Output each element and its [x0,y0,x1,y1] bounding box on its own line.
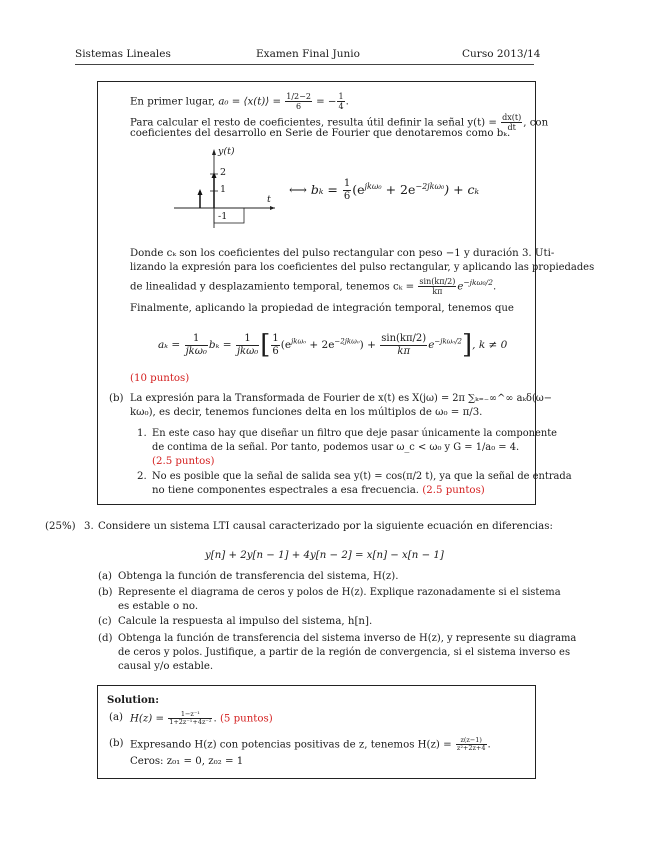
sol-a-p4: Finalmente, aplicando la propiedad de integración temporal, tenemos que [130,303,514,314]
frac-num: sin(kπ/2) [381,332,427,344]
q3-c-text: Calcule la respuesta al impulso del sistema, h[n]. [118,616,373,627]
sol-a-l1-pre: En primer lugar, [130,96,219,108]
solution-a-frac [168,711,212,726]
header-rule [75,64,534,65]
sol-a-l1-eq: a₀ = ⟨x(t)⟩ = [218,96,285,108]
sol-a-p3-exp-sup: −jkω₀/2 [463,278,493,287]
sol-b-i1-label: 1. [137,428,147,439]
q3-a-label: (a) [98,571,113,582]
ak-f1 [185,333,208,358]
ak-tail: , k ≠ 0 [472,339,508,351]
q3-number: 3. [84,521,94,532]
sol-b-i1-points: (2.5 puntos) [152,456,215,467]
ak-br4: e [428,339,435,351]
sol-a-l1-end: . [345,96,349,108]
solution-title: Solution: [107,694,159,706]
plot-xlabel: t [267,194,271,205]
sol-a-l2a: Para calcular el resto de coeficientes, resulta útil definir la señal y(t) = [130,117,501,129]
ak-br1: (e [280,339,292,351]
impulse-small-arrowhead [198,189,203,195]
impulse-positive-arrowhead [212,172,217,178]
q3-d-text3: causal y/o estable. [118,661,214,672]
sol-a-p3-exp: e [457,281,464,293]
q3-difference-equation: y[n] + 2y[n − 1] + 4y[n − 2] = x[n] − x[n − 1] [205,550,444,561]
header-right: Curso 2013/14 [462,48,541,60]
frac-den: 6 [272,345,279,357]
solution-a-points: (5 puntos) [219,713,273,725]
solution-b-end: . [487,739,491,751]
y-axis-arrowhead [212,149,216,155]
q3-a-text: Obtenga la función de transferencia del sistema, H(z). [118,571,399,582]
sol-a-p3a: de linealidad y desplazamiento temporal, tenemos cₖ = [130,281,418,293]
frac-den: 6 [296,102,302,111]
frac-den: z²+2z+4 [456,744,486,752]
sol-b-i2-l2: no tiene componentes espectrales a esa frecuencia. [152,485,420,496]
solution-a [130,711,273,727]
ak-f2 [236,333,259,358]
frac-num: 1 [338,92,344,101]
sol-b-i2-label: 2. [137,471,147,482]
q3-d-label: (d) [98,633,113,644]
sol-a-points: (10 puntos) [130,373,190,384]
ak-equation [158,330,507,360]
sol-a-p3-frac [418,277,456,296]
ak-br2-sup: −2jkω₀ [334,337,360,346]
ak-br-f [271,333,279,358]
header-center: Examen Final Junio [256,48,360,60]
sol-a-p3 [130,276,496,296]
bk-rhs2: + 2e [381,182,416,197]
frac-den: kπ [432,286,443,296]
frac-den: jkω₀ [185,345,207,357]
ak-br-f2 [380,333,427,358]
frac-den: kπ [397,345,411,357]
sol-a-p3b: . [492,281,497,293]
frac-num: 1 [343,178,351,189]
bk-rhs1: (e [352,182,365,197]
sol-a-line3: coeficientes del desarrollo en Serie de Fourier que denotaremos como bₖ. [130,128,511,139]
q3-d-text1: Obtenga la función de transferencia del sistema inverso de H(z), y represente su diagrama [118,633,577,644]
q3-b-label: (b) [98,587,113,598]
frac-num: 1 [236,333,259,346]
q3-statement: Considere un sistema LTI causal caracterizado por la siguiente ecuación en diferencias: [98,521,553,532]
sol-b-i1-l2: de contima de la señal. Por tanto, podemos usar ω_c < ω₀ y G = 1/a₀ = 4. [152,442,520,453]
plot-tick-label-neg1: -1 [218,211,228,222]
solution-b-text: Expresando H(z) con potencias positivas de z, tenemos H(z) = [130,739,455,751]
sol-b-i2-points: (2.5 puntos) [422,485,485,496]
frac-den: dt [507,123,516,132]
sol-b-line2: kω₀), es decir, tenemos funciones delta en los múltiplos de ω₀ = π/3. [130,407,483,418]
sol-a-l1-frac2 [337,92,344,111]
sol-b-label: (b) [109,393,124,404]
frac-num: sin(kπ/2) [419,276,456,286]
frac-num: z(z−1) [456,737,487,745]
bk-lhs: ⟷ bₖ = [289,182,342,197]
q3-b-text1: Represente el diagrama de ceros y polos de H(z). Explique razonadamente si el sistema [118,587,561,598]
solution-a-end: . [213,713,217,725]
solution-b-frac [456,737,487,752]
header-left: Sistemas Lineales [75,48,171,60]
frac-num: dx(t) [502,113,522,122]
bk-equation [289,178,479,203]
ak-br1-sup: jkω₀ [291,337,307,346]
frac-den: 1+2z⁻¹+4z⁻² [169,718,212,726]
sol-a-p2: lizando la expresión para los coeficientes del pulso rectangular, y aplicando las propiedades [130,262,595,273]
sol-b-i2-l2-row [152,484,485,498]
q3-d-text2: de ceros y polos. Justifique, a partir de la región de convergencia, si el sistema inverso es [118,647,571,658]
frac-den: 4 [338,102,344,111]
ak-bracket-open: [ [260,330,271,360]
frac-den: 6 [343,191,351,202]
ak-lhs: aₖ = [158,339,184,351]
bk-rhs3: ) + cₖ [444,182,480,197]
solution-b-label: (b) [109,738,124,749]
x-axis-arrowhead [270,206,275,210]
bk-sup1: jkω₀ [364,181,382,191]
frac-num: 1−z⁻¹ [168,711,212,719]
plot-ylabel: y(t) [218,146,235,157]
solution-a-lhs: H(z) = [130,713,168,725]
sol-a-l1-post: = − [312,96,337,108]
ak-br3: ) + [359,339,380,351]
sol-a-p1: Donde cₖ son los coeficientes del pulso rectangular con peso −1 y duración 3. Uti- [130,248,555,259]
sol-a-l1-frac [285,92,312,111]
plot-tick-label-2: 2 [220,167,227,178]
bk-frac [343,178,351,203]
q3-weight: (25%) [45,521,76,532]
ak-mid: bₖ = [208,339,235,351]
sol-a-line1 [130,92,349,111]
frac-num: 1 [272,332,279,344]
sol-b-i2-l1: No es posible que la señal de salida sea y(t) = cos(π/2 t), ya que la señal de entrada [152,471,572,482]
ak-br4-sup: −jkω₀/2 [434,337,463,346]
solution-zeros: Ceros: z₀₁ = 0, z₀₂ = 1 [130,756,244,767]
solution-b [130,737,491,753]
ak-bracket-close: ] [462,330,473,360]
q3-c-label: (c) [98,616,112,627]
plot-tick-label-1: 1 [220,184,227,195]
frac-num: 1 [185,333,208,346]
sol-b-line1: La expresión para la Transformada de Fourier de x(t) es X(jω) = 2π ∑ₖ₌₋∞^∞ aₖδ(ω− [130,393,552,404]
q3-b-text2: es estable o no. [118,601,199,612]
sol-b-i1-l1: En este caso hay que diseñar un filtro que deje pasar únicamente la componente [152,428,558,439]
frac-num: 1/2−2 [286,92,311,101]
bk-sup2: −2jkω₀ [415,181,445,191]
sol-a-l2b: , con [523,117,549,129]
solution-a-label: (a) [109,712,124,723]
frac-den: jkω₀ [236,345,259,357]
ak-br2: + 2e [306,339,335,351]
